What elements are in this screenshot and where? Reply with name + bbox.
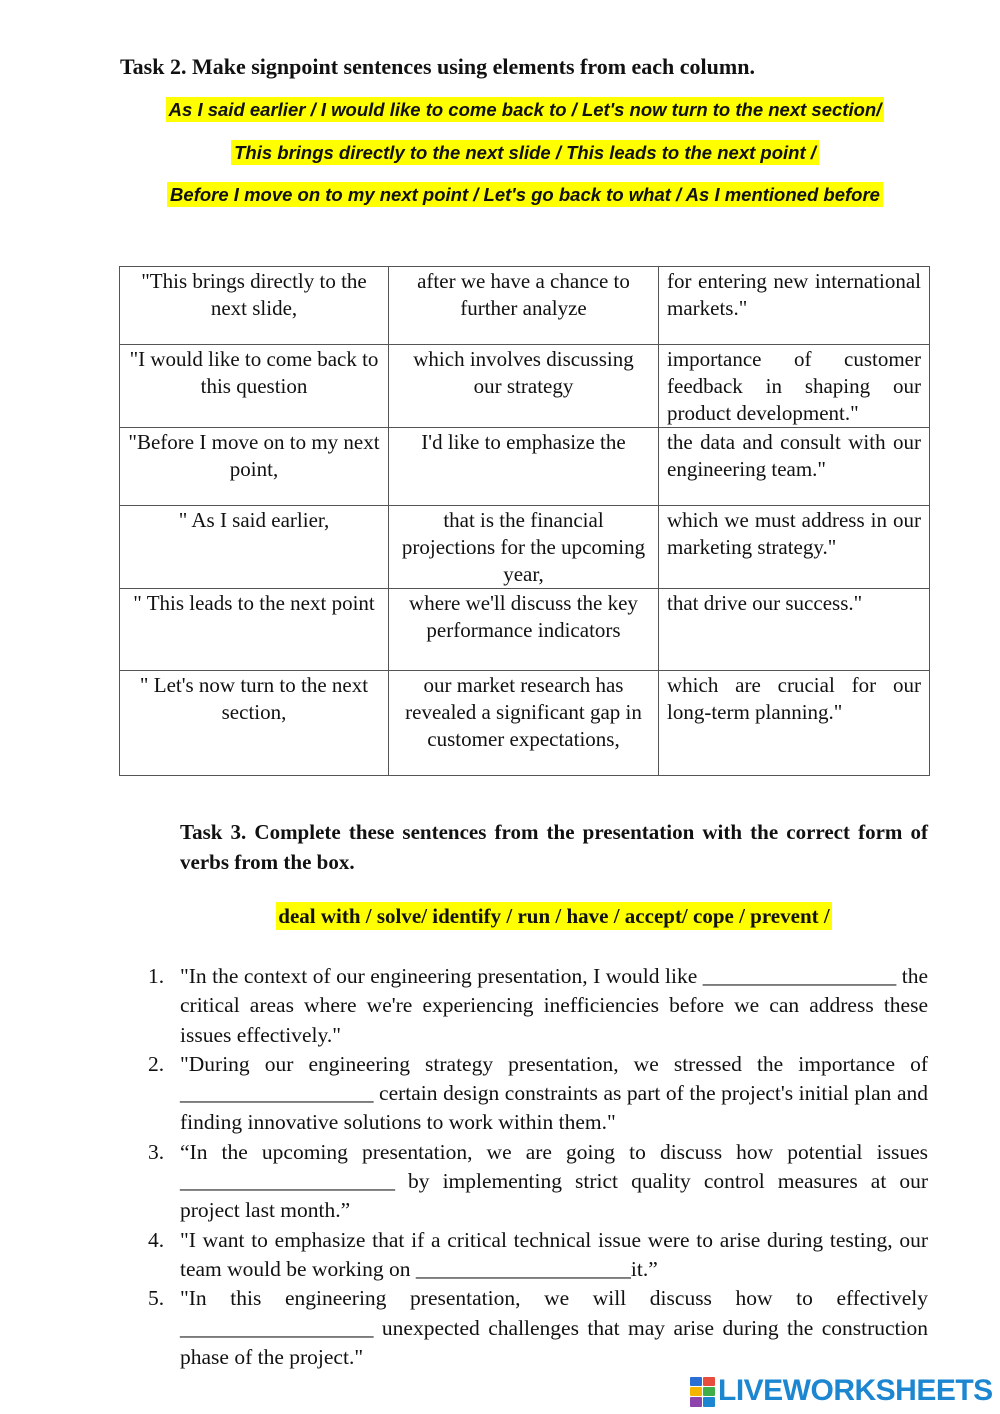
item-number: 4. <box>148 1227 165 1252</box>
item-number: 2. <box>148 1051 165 1076</box>
table-cell-col2: that is the financial projections for the upcoming year, <box>389 506 659 589</box>
list-item <box>148 1284 928 1372</box>
answer-blank[interactable]: __________________ <box>702 964 897 988</box>
table-cell-col3: which we must address in our marketing strategy." <box>659 506 930 589</box>
table-cell-col1: "This brings directly to the next slide, <box>120 267 389 345</box>
answer-blank[interactable]: __________________ <box>180 1081 374 1106</box>
table-cell-col3: the data and consult with our engineering team." <box>659 428 930 506</box>
liveworksheets-logo-icon <box>690 1377 714 1405</box>
sentence-text-after: certain design constraints as part of the project's initial plan and finding innovative solutions to work within them." <box>180 1081 928 1135</box>
signpost-table <box>119 266 930 776</box>
answer-blank[interactable]: __________________ <box>180 1315 374 1340</box>
signpost-phrases-line-2: This brings directly to the next slide / This leads to the next point / <box>0 142 1000 164</box>
list-item <box>148 1226 928 1285</box>
sentence-text-before: "During our engineering strategy presentation, we stressed the importance of <box>180 1051 928 1076</box>
sentence-text-before: "In the context of our engineering presentation, I would like <box>180 964 703 988</box>
table-cell-col3: that drive our success." <box>659 589 930 671</box>
table-cell-col1: " This leads to the next point <box>120 589 389 671</box>
sentence-text-after: by implementing strict quality control measures at our project last month.” <box>180 1169 928 1223</box>
sentence-text-before: “In the upcoming presentation, we are going to discuss how potential issues <box>180 1139 928 1164</box>
list-item <box>148 1050 928 1138</box>
list-item <box>148 962 928 1050</box>
liveworksheets-logo[interactable] <box>690 1374 993 1408</box>
sentence-text-before: "I want to emphasize that if a critical technical issue were to arise during testing, our team would be working on <box>180 1227 928 1281</box>
sentence-text-after: it.” <box>630 1256 658 1281</box>
table-cell-col1: "I would like to come back to this question <box>120 345 389 428</box>
table-row <box>120 506 930 589</box>
table-cell-col2: which involves discussing our strategy <box>389 345 659 428</box>
signpost-phrases-line-3: Before I move on to my next point / Let's go back to what / As I mentioned before <box>0 184 1000 206</box>
table-row <box>120 267 930 345</box>
answer-blank[interactable]: ____________________ <box>415 1256 631 1281</box>
logo-text: LIVEWORKSHEETS <box>718 1374 993 1407</box>
table-cell-col3: for entering new international markets." <box>659 267 930 345</box>
table-cell-col2: I'd like to emphasize the <box>389 428 659 506</box>
table-row <box>120 589 930 671</box>
signpost-phrases-line-1: As I said earlier / I would like to come back to / Let's now turn to the next section/ <box>0 99 1000 121</box>
table-cell-col3: importance of customer feedback in shaping our product development." <box>659 345 930 428</box>
table-cell-col2: where we'll discuss the key performance indicators <box>389 589 659 671</box>
sentence-text-after: unexpected challenges that may arise during the construction phase of the project." <box>180 1315 928 1369</box>
item-number: 5. <box>148 1286 165 1311</box>
table-cell-col2: after we have a chance to further analyze <box>389 267 659 345</box>
task3-title: Task 3. Complete these sentences from the presentation with the correct form of verbs from the box. <box>180 820 928 874</box>
sentence-text-after: the critical areas where we're experiencing inefficiencies before we can address these issues effectively." <box>180 964 928 1047</box>
table-cell-col1: " Let's now turn to the next section, <box>120 671 389 776</box>
answer-blank[interactable]: ____________________ <box>180 1169 395 1194</box>
verb-box: deal with / solve/ identify / run / have / accept/ cope / prevent / <box>278 904 830 928</box>
table-row <box>120 671 930 776</box>
table-cell-col1: " As I said earlier, <box>120 506 389 589</box>
sentence-text-before: "In this engineering presentation, we will discuss how to effectively <box>180 1286 928 1311</box>
item-number: 3. <box>148 1139 165 1164</box>
table-cell-col2: our market research has revealed a significant gap in customer expectations, <box>389 671 659 776</box>
item-number: 1. <box>148 964 165 988</box>
task2-title: Task 2. Make signpoint sentences using elements from each column. <box>120 54 755 79</box>
sentence-list <box>148 962 928 1372</box>
table-cell-col1: "Before I move on to my next point, <box>120 428 389 506</box>
list-item <box>148 1138 928 1226</box>
table-row <box>120 428 930 506</box>
table-cell-col3: which are crucial for our long-term planning." <box>659 671 930 776</box>
table-row <box>120 345 930 428</box>
